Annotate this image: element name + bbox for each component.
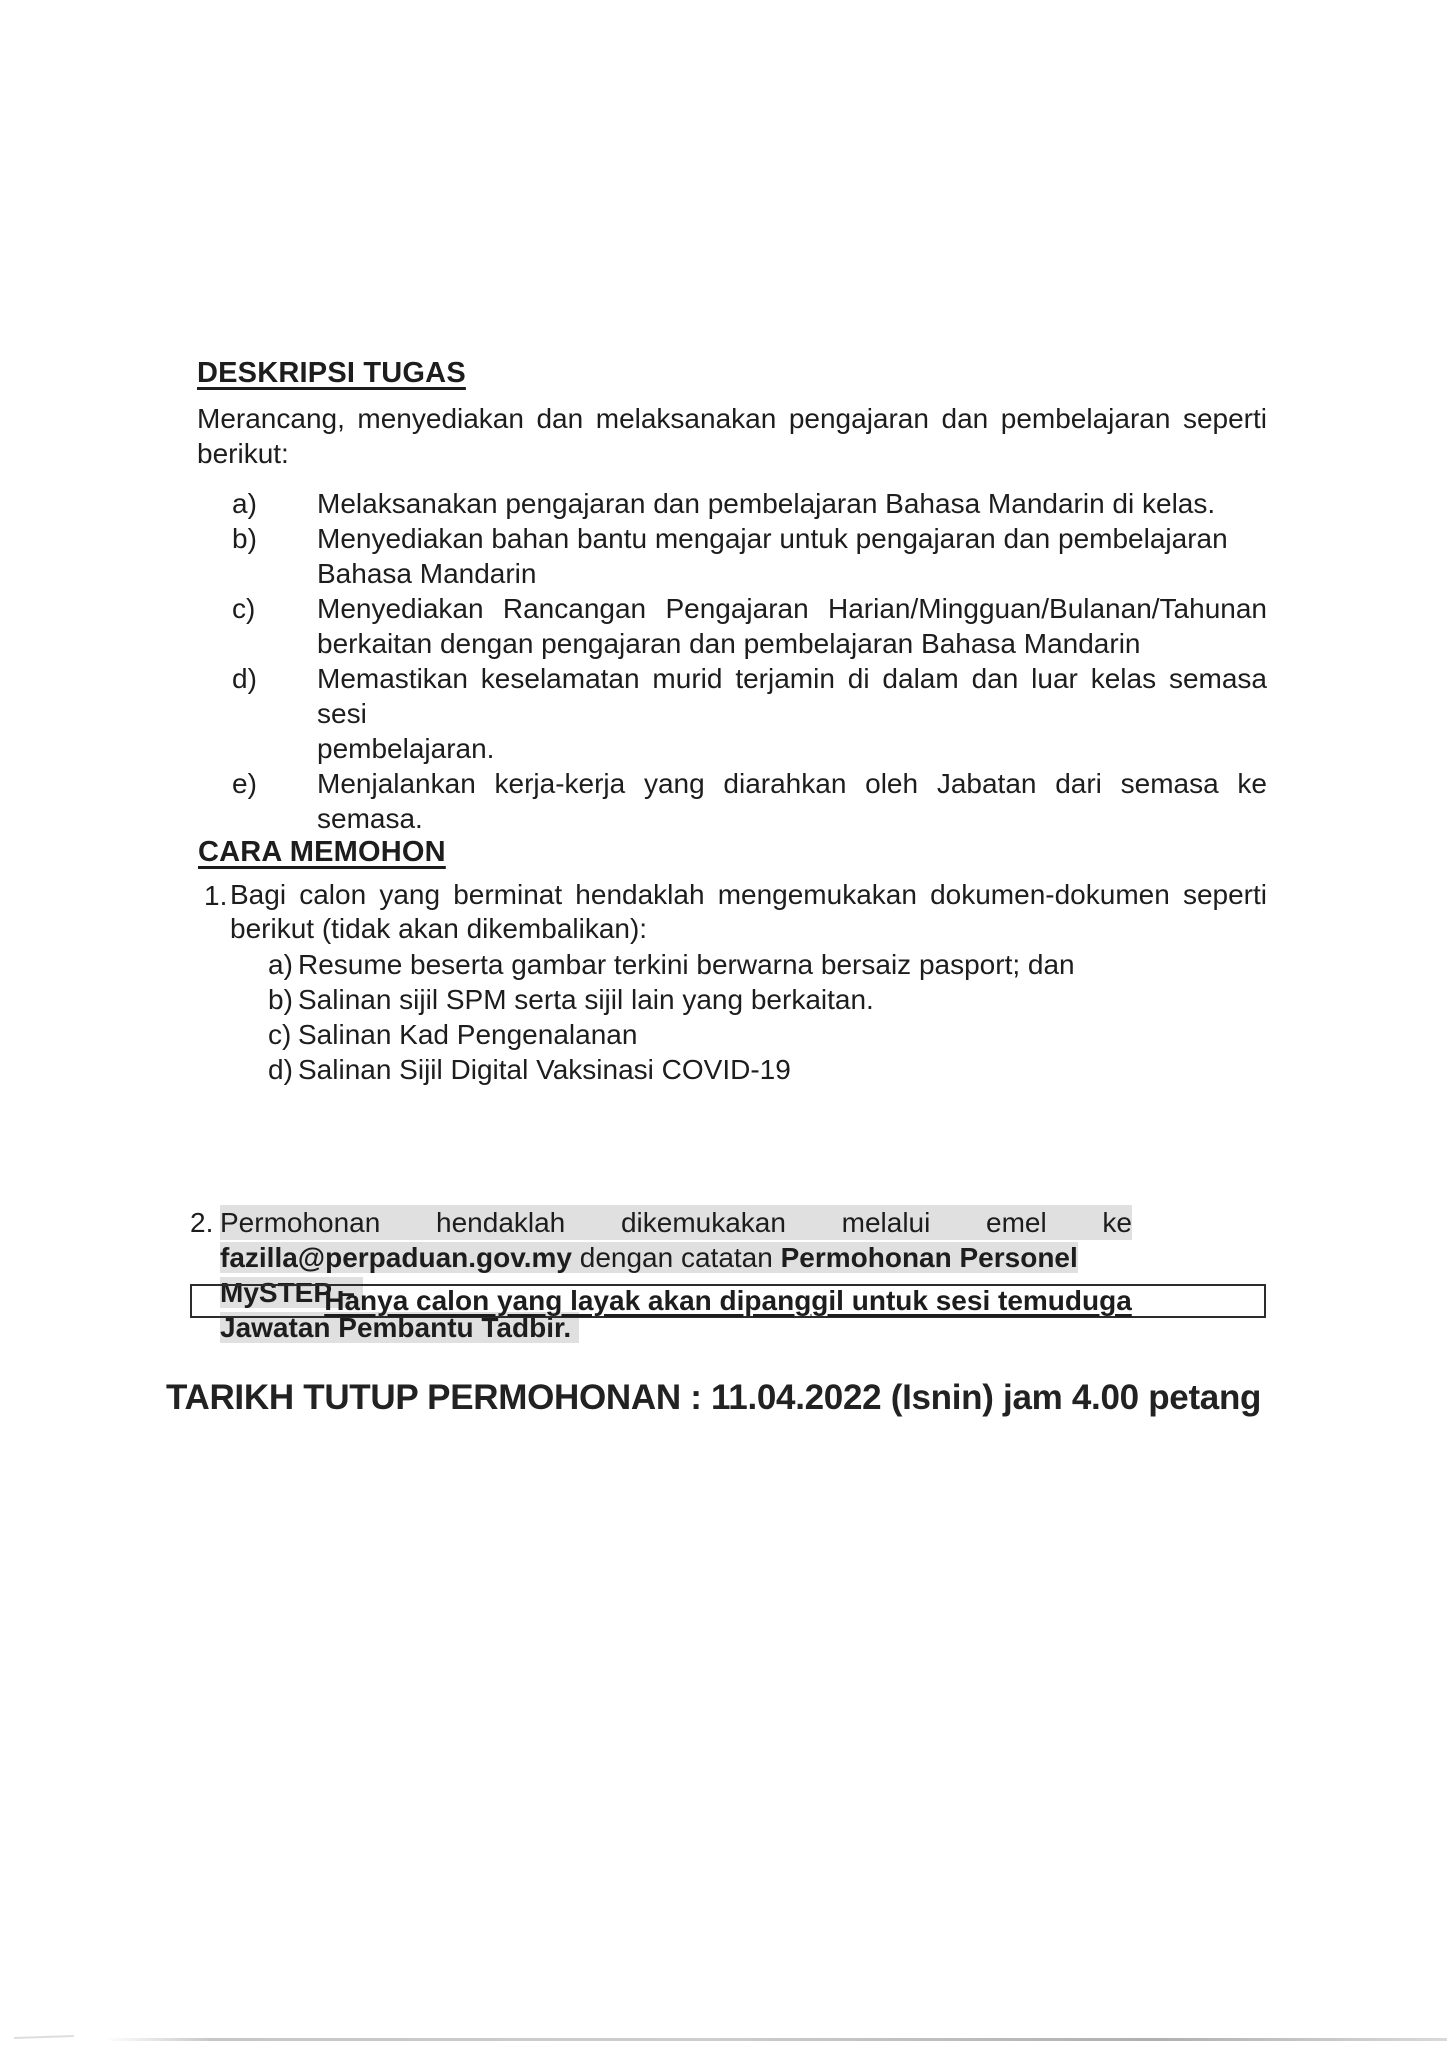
task-item-text: semasa. (317, 803, 423, 834)
cara-memohon-heading: CARA MEMOHON (198, 836, 446, 868)
notice-text: Hanya calon yang layak akan dipanggil untuk sesi temuduga (324, 1285, 1132, 1316)
task-item-text: Melaksanakan pengajaran dan pembelajaran Bahasa Mandarin di kelas. (317, 488, 1216, 519)
item-letter: c) (232, 593, 256, 624)
step2-line-1: Permohonan hendaklah dikemukakan melalui emel ke (220, 1207, 1132, 1238)
step2-mid-text: dengan catatan (571, 1242, 781, 1273)
scan-artifact-dash (14, 2035, 74, 2039)
item-letter: c) (268, 1019, 292, 1050)
task-item-text: Menyediakan Rancangan Pengajaran Harian/Mingguan/Bulanan/Tahunan (317, 593, 1267, 624)
item-letter: a) (268, 949, 293, 980)
application-note-bold: Permohonan Personel MySTEP – (220, 1242, 1078, 1308)
intro-line-1: Merancang, menyediakan dan melaksanakan pengajaran dan pembelajaran seperti (197, 403, 1267, 434)
task-item-d (232, 661, 1267, 766)
intro-paragraph (197, 401, 1267, 471)
task-item-text: Memastikan keselamatan murid terjamin di dalam dan luar kelas semasa sesi (317, 663, 1267, 729)
task-item-c (232, 591, 1267, 661)
document-item-text: Salinan Sijil Digital Vaksinasi COVID-19 (298, 1054, 791, 1085)
item-letter: b) (268, 984, 293, 1015)
deadline-text: TARIKH TUTUP PERMOHONAN : 11.04.2022 (Isnin) jam 4.00 petang (166, 1378, 1262, 1417)
position-title: Jawatan Pembantu Tadbir. (220, 1312, 579, 1343)
document-item-d (268, 1052, 1248, 1087)
task-item-text: Menyediakan bahan bantu mengajar untuk pengajaran dan pembelajaran (317, 523, 1228, 554)
step-number: 2. (190, 1207, 214, 1238)
document-item-text: Resume beserta gambar terkini berwarna bersaiz pasport; dan (298, 949, 1075, 980)
deskripsi-tugas-heading: DESKRIPSI TUGAS (197, 357, 466, 389)
step-number: 1. (204, 880, 228, 911)
step1-line-1: Bagi calon yang berminat hendaklah mengemukakan dokumen-dokumen seperti (230, 879, 1267, 910)
document-item-c (268, 1017, 1248, 1052)
task-item-text: pembelajaran. (317, 733, 495, 764)
item-letter: d) (268, 1054, 293, 1085)
document-item-text: Salinan Kad Pengenalanan (298, 1019, 638, 1050)
document-item-b (268, 982, 1248, 1017)
task-item-a (232, 486, 1267, 521)
step1-line-2: berikut (tidak akan dikembalikan): (230, 913, 648, 944)
document-list (268, 947, 1248, 1087)
email-address: fazilla@perpaduan.gov.my (220, 1242, 572, 1273)
task-item-text: Bahasa Mandarin (317, 558, 537, 589)
item-letter: a) (232, 488, 257, 519)
apply-step-1 (204, 878, 1267, 946)
scan-artifact-line (105, 2038, 1447, 2041)
apply-step-2 (190, 1205, 1267, 1345)
task-item-b (232, 521, 1267, 591)
document-item-a (268, 947, 1248, 982)
document-item-text: Salinan sijil SPM serta sijil lain yang berkaitan. (298, 984, 874, 1015)
notice-box (190, 1284, 1266, 1318)
task-item-e (232, 766, 1267, 836)
task-item-text: Menjalankan kerja-kerja yang diarahkan oleh Jabatan dari semasa ke (317, 768, 1267, 799)
item-letter: b) (232, 523, 257, 554)
task-item-text: berkaitan dengan pengajaran dan pembelajaran Bahasa Mandarin (317, 628, 1141, 659)
intro-line-2: berikut: (197, 438, 289, 469)
task-list (232, 486, 1267, 836)
item-letter: d) (232, 663, 257, 694)
item-letter: e) (232, 768, 257, 799)
